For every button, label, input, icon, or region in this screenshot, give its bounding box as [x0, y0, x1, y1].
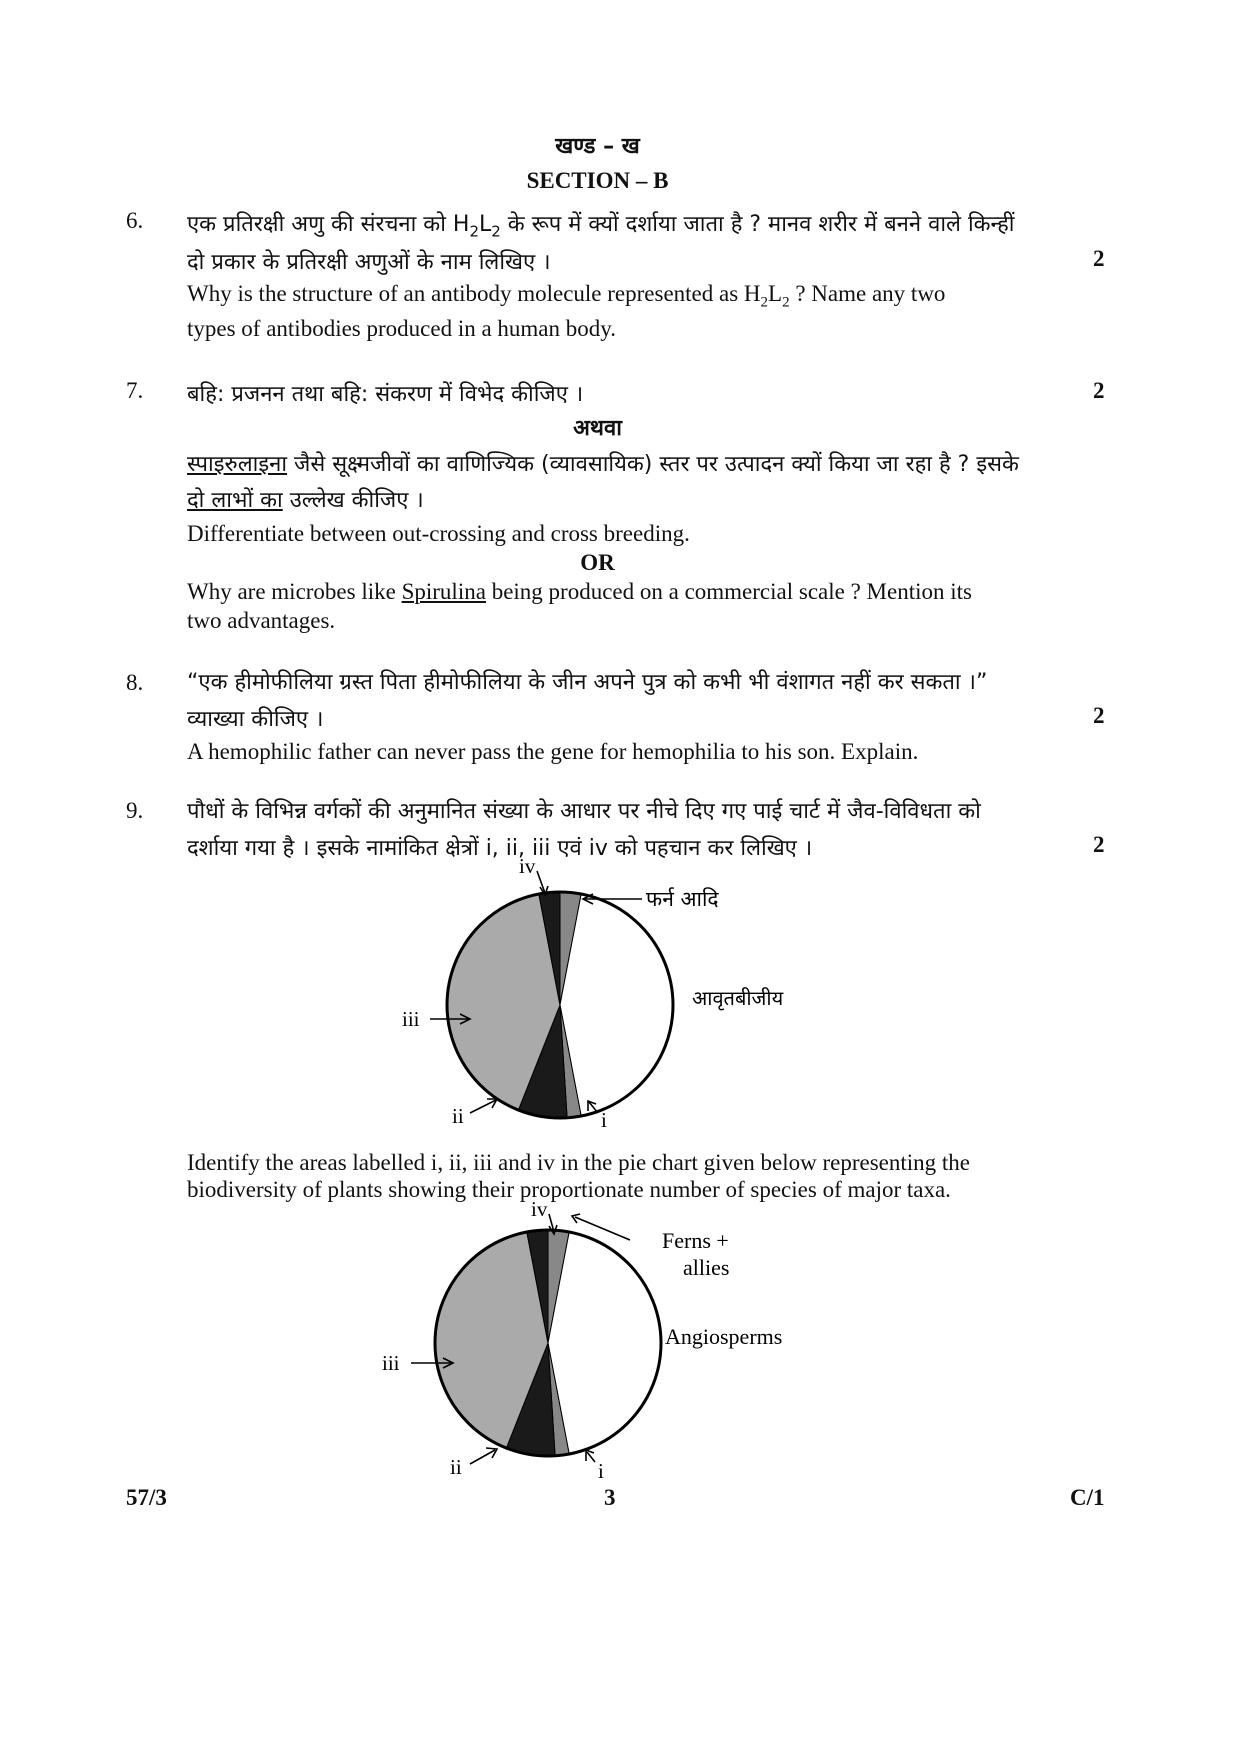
footer-code: 57/3 — [126, 1485, 167, 1510]
q6-english-line1: Why is the structure of an antibody molecule represented as $H_2L_2$ ? Name any two — [187, 281, 946, 311]
q6-hindi-line1: एक प्रतिरक्षी अणु की संरचना को $H_2L_2$ के रूप में क्यों दर्शाया जाता है ? मानव शरीर में बनने वाले किन्हीं — [187, 212, 1015, 241]
page-number: 3 — [604, 1485, 616, 1510]
pie-chart-english — [365, 1200, 825, 1500]
q8-hindi-line1: “एक हीमोफीलिया ग्रस्त पिता हीमोफीलिया के जीन अपने पुत्र को कभी भी वंशागत नहीं कर सकता ।” — [187, 670, 988, 695]
q7-marks: 2 — [1093, 378, 1105, 403]
pie-chart-hindi — [380, 855, 840, 1155]
question-number-7: 7. — [126, 378, 144, 403]
q6-english-line2: types of antibodies produced in a human body. — [187, 316, 617, 341]
q7-hindi-alt-line1: स्पाइरुलाइना जैसे सूक्ष्मजीवों का वाणिज्यिक (व्यावसायिक) स्तर पर उत्पादन क्यों किया जा रहा है ? इसके — [187, 452, 1019, 477]
pie-slice-- — [560, 894, 673, 1116]
q6-hindi-line2: दो प्रकार के प्रतिरक्षी अणुओं के नाम लिखिए । — [187, 250, 551, 275]
q7-english-line1: Differentiate between out-crossing and cross breeding. — [187, 521, 690, 546]
q7-hindi-or: अथवा — [573, 416, 622, 441]
q8-english-line1: A hemophilic father can never pass the gene for hemophilia to his son. Explain. — [187, 739, 919, 764]
label-iii: iii — [402, 1007, 420, 1031]
q8-marks: 2 — [1093, 703, 1105, 728]
footer-set: C/1 — [1070, 1485, 1105, 1510]
section-title-hindi: खण्ड – ख — [555, 134, 640, 159]
q8-hindi-line2: व्याख्या कीजिए । — [187, 707, 324, 732]
q9-english-line2: biodiversity of plants showing their proportionate number of species of major taxa. — [187, 1177, 951, 1202]
label-iv: iv — [531, 1200, 548, 1221]
q7-hindi-alt-line2: दो लाभों का उल्लेख कीजिए । — [187, 488, 424, 513]
label-ferns: फर्न आदि — [646, 887, 719, 911]
label-ferns-line1: Ferns + — [662, 1228, 729, 1253]
label-angiosperms: Angiosperms — [665, 1324, 783, 1349]
pie-slice-angiosperms — [548, 1232, 661, 1454]
q9-english-line1: Identify the areas labelled i, ii, iii and iv in the pie chart given below representing the — [187, 1150, 971, 1175]
question-number-8: 8. — [126, 670, 144, 695]
label-i: i — [601, 1108, 607, 1132]
label-iv: iv — [519, 855, 536, 878]
arrow-ii — [470, 1450, 495, 1464]
q6-marks: 2 — [1093, 246, 1105, 271]
q9-hindi-line2: दर्शाया गया है । इसके नामांकित क्षेत्रों i, ii, iii एवं iv को पहचान कर लिखिए । — [187, 836, 813, 861]
q7-english-alt-line2: two advantages. — [187, 608, 336, 633]
label-ferns-line2: allies — [683, 1255, 730, 1280]
q7-english-alt-line1: Why are microbes like Spirulina being produced on a commercial scale ? Mention its — [187, 579, 972, 604]
label-ii: ii — [450, 1455, 462, 1479]
label-angiosperms: आवृतबीजीय — [692, 986, 784, 1010]
question-number-9: 9. — [126, 798, 144, 823]
q7-english-or: OR — [580, 550, 615, 575]
question-number-6: 6. — [126, 208, 144, 233]
label-i: i — [598, 1459, 604, 1483]
q9-marks: 2 — [1093, 832, 1105, 857]
q7-hindi-line1: बहि: प्रजनन तथा बहि: संकरण में विभेद कीजिए । — [187, 382, 584, 407]
label-ii: ii — [452, 1104, 464, 1128]
label-iii: iii — [382, 1351, 400, 1375]
section-title-english: SECTION – B — [526, 168, 669, 193]
q9-hindi-line1: पौधों के विभिन्न वर्गकों की अनुमानित संख्या के आधार पर नीचे दिए गए पाई चार्ट में जैव-विविधता को — [187, 799, 981, 824]
arrow-ii-head — [486, 1448, 497, 1458]
